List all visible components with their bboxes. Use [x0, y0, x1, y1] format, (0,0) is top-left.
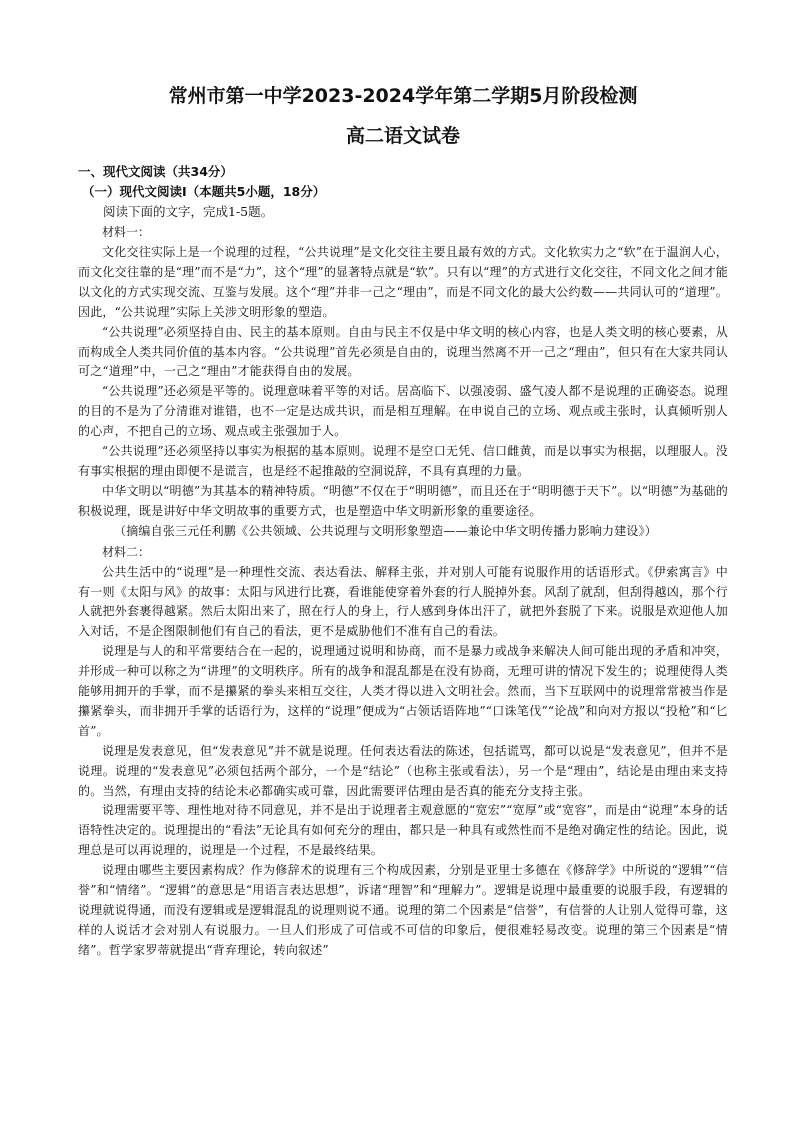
- material-one-paragraph: “公共说理”还必须坚持以事实为根据的基本原则。说理不是空口无凭、信口雌黄，而是以事实为根据，以理服人。没有事实根据的理由即便不是谎言，也是经不起推敲的空洞说辞，不具有真理的力量。: [78, 444, 728, 478]
- material-one-body: [78, 243, 728, 542]
- section-heading: 一、现代文阅读（共34分）: [78, 164, 233, 179]
- material-two-paragraph: 说理需要平等、理性地对待不同意见，并不是出于说理者主观意愿的“宽宏”“宽厚”或“宽容”，而是由“说理”本身的话语特性决定的。说理提出的“看法”无论具有如何充分的理由，都只是一种具有或然性而不是绝对确定性的结论。因此，说理总是可以再说理的，说理是一个过程，不是最终结果。: [78, 803, 728, 858]
- material-one-paragraph: 中华文明以“明德”为其基本的精神特质。“明德”不仅在于“明明德”，而且还在于“明明德于天下”。以“明德”为基础的积极说理，既是讲好中华文明故事的重要方式，也是塑造中华文明新形象的重要途径。: [78, 483, 728, 518]
- material-one-paragraph: “公共说理”还必须是平等的。说理意味着平等的对话。居高临下、以强凌弱、盛气凌人都不是说理的正确姿态。说理的目的不是为了分清谁对谁错，也不一定是达成共识，而是相互理解。在申说自己的立场、观点或主张时，认真倾听别人的心声，不把自己的立场、观点或主张强加于人。: [78, 384, 728, 439]
- material-two-body: [78, 563, 728, 961]
- material-two-label: 材料二：: [102, 544, 151, 559]
- material-one-paragraph: “公共说理”必须坚持自由、民主的基本原则。自由与民主不仅是中华文明的核心内容，也是人类文明的核心要素，从而构成全人类共同价值的基本内容。“公共说理”首先必须是自由的，说理当然离不开一己之“理由”，但只有在大家共同认可之“道理”中，一己之“理由”才能获得自由的发展。: [78, 324, 728, 379]
- material-two-paragraph: 公共生活中的“说理”是一种理性交流、表达看法、解释主张，并对别人可能有说服作用的话语形式。《伊索寓言》中有一则《太阳与风》的故事：太阳与风进行比赛，看谁能使穿着外套的行人脱掉外套。风刮了就刮，但刮得越凶，那个行人就把外套裹得越紧。然后太阳出来了，照在行人的身上，行人感到身体出汗了，就把外套脱了下来。说服是欢迎他人加入对话，不是企图限制他们有自己的看法，更不是威胁他们不准有自己的看法。: [78, 564, 728, 639]
- material-two-paragraph: 说理是与人的和平常要结合在一起的，说理通过说明和协商，而不是暴力或战争来解决人间可能出现的矛盾和冲突，并形成一种可以称之为“讲理”的文明秩序。所有的战争和混乱都是在没有协商，无理可讲的情况下发生的；说理使得人类能够用拥开的手掌，而不是攥紧的拳头来相互交往，人类才得以进入文明社会。然而，当下互联网中的说理常常被当作是攥紧拳头，而非拥开手掌的话语行为，这样的“说理”便成为“占领话语阵地”“口诛笔伐”“论战”和向对方报以“投枪”和“匕首”。: [78, 644, 728, 738]
- subsection-heading: （一）现代文阅读Ⅰ（本题共5小题，18分）: [82, 184, 326, 199]
- exam-title: 常州市第一中学2023-2024学年第二学期5月阶段检测: [168, 85, 638, 107]
- exam-subtitle: 高二语文试卷: [345, 125, 460, 147]
- reading-instruction: 阅读下面的文字，完成1-5题。: [103, 204, 274, 219]
- material-one-label: 材料一：: [102, 225, 151, 239]
- material-one-source: （摘编自张三元任利鹏《公共领域、公共说理与文明形象塑造——兼论中华文明传播力影响力建设》）: [114, 523, 658, 538]
- material-one-paragraph: 文化交往实际上是一个说理的过程，“公共说理”是文化交往主要且最有效的方式。文化软实力之“软”在于温润人心，而文化交往靠的是“理”而不是“力”，这个“理”的显著特点就是“软”。只有以“理”的方式进行文化交往，不同文化之间才能以文化的方式实现交流、互鉴与发展。这个“理”并非一己之“理由”，而是不同文化的最大公约数——共同认可的“道理”。因此，“公共说理”实际上关涉文明形象的塑造。: [78, 245, 728, 319]
- material-two-paragraph: 说理由哪些主要因素构成？作为修辞术的说理有三个构成因素，分别是亚里士多德在《修辞学》中所说的“逻辑”“信誉”和“情绪”。“逻辑”的意思是“用语言表达思想”，诉诸“理智”和“理解力”。逻辑是说理中最重要的说服手段，有逻辑的说理就说得通，而没有逻辑或是逻辑混乱的说理则说不通。说理的第二个因素是“信誉”，有信誉的人让别人觉得可靠，这样的人说话才会对别人有说服力。一旦人们形成了可信或不可信的印象后，便很难轻易改变。说理的第三个因素是“情绪”。哲学家罗蒂就提出“背弃理论，转向叙述”: [78, 863, 728, 957]
- material-two-paragraph: 说理是发表意见，但“发表意见”并不就是说理。任何表达看法的陈述，包括谎骂，都可以说是“发表意见”，但并不是说理。说理的“发表意见”必须包括两个部分，一个是“结论”（也称主张或看法），另一个是“理由”，结论是由理由来支持的。当然，有理由支持的结论未必都确实或可靠，因此需要评估理由是否真的能充分支持主张。: [78, 743, 728, 798]
